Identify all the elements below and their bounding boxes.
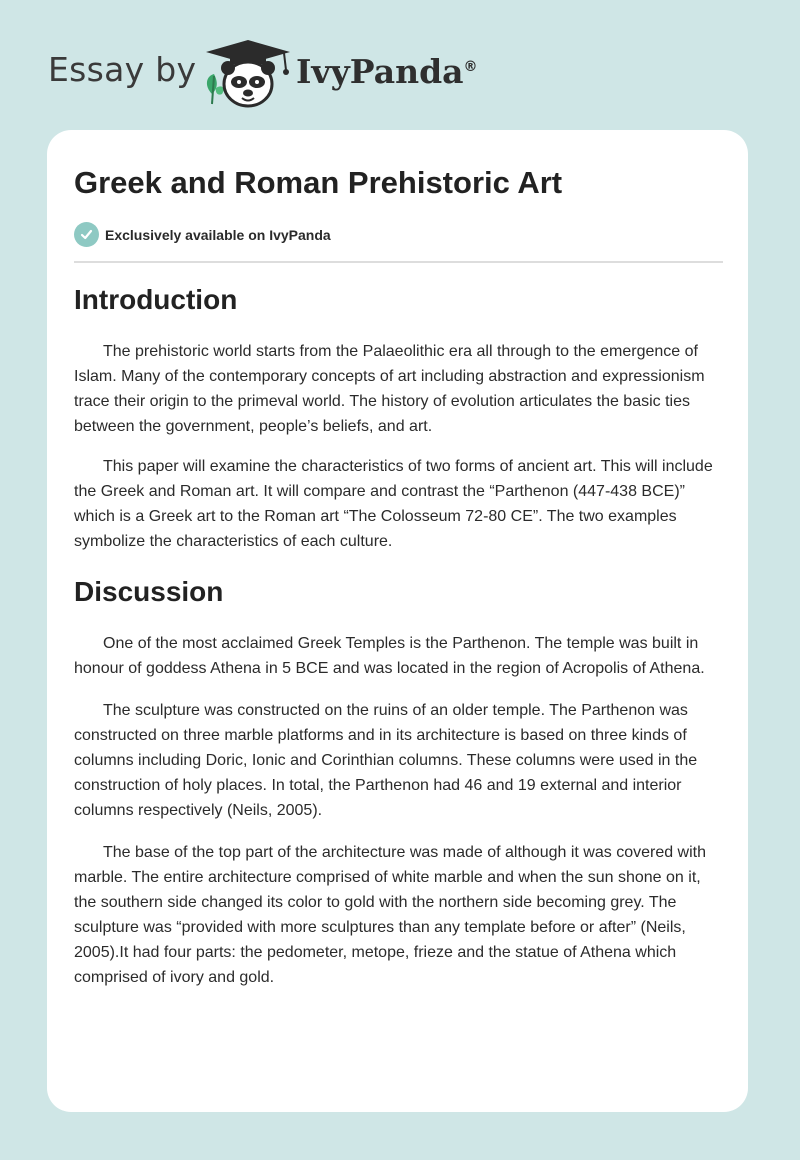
paragraph: The prehistoric world starts from the Palaeolithic era all through to the emergence of Islam. Many of the contemporary concepts of art including abstraction and expressionism trace their origin to the primeval world. The history of evolution articulates the basic ties between the government, people’s beliefs, and art. bbox=[74, 343, 705, 435]
site-header bbox=[0, 0, 800, 130]
badge-label: Exclusively available on IvyPanda bbox=[105, 226, 331, 243]
section-heading: Discussion bbox=[74, 576, 224, 607]
section-discussion bbox=[74, 574, 726, 990]
page-title: Greek and Roman Prehistoric Art bbox=[74, 165, 563, 200]
section-heading: Introduction bbox=[74, 284, 238, 315]
section-introduction bbox=[74, 282, 726, 554]
essay-card bbox=[47, 130, 748, 1112]
panda-logo-icon[interactable] bbox=[202, 38, 294, 110]
exclusive-badge bbox=[74, 222, 331, 247]
brand-text: IvyPanda bbox=[296, 52, 464, 91]
brand-name[interactable] bbox=[296, 52, 478, 91]
essay-by-label: Essay by bbox=[48, 50, 197, 89]
paragraph: The base of the top part of the architecture was made of although it was covered with marble. The entire architecture comprised of white marble and when the sun shone on it, the southern side changed its color to gold with the northern side becoming grey. The sculpture was “provided with more sculptures than any template before or after” (Neils, 2005).It had four parts: the pedometer, metope, frieze and the statue of Athena which comprised of ivory and gold. bbox=[74, 844, 707, 986]
divider bbox=[74, 261, 723, 263]
paragraph: One of the most acclaimed Greek Temples is the Parthenon. The temple was built in honour of goddess Athena in 5 BCE and was located in the region of Acropolis of Athena. bbox=[74, 635, 705, 677]
check-icon bbox=[74, 222, 99, 247]
paragraph: This paper will examine the characteristics of two forms of ancient art. This will include the Greek and Roman art. It will compare and contrast the “Parthenon (447-438 BCE)” which is a Greek art to the Roman art “The Colosseum 72-80 CE”. The two examples symbolize the characteristics of each culture. bbox=[74, 458, 713, 550]
paragraph: The sculpture was constructed on the ruins of an older temple. The Parthenon was constructed on three marble platforms and in its architecture is based on three kinds of columns including Doric, Ionic and Corinthian columns. These columns were used in the construction of holy places. In total, the Parthenon had 46 and 19 external and interior columns respectively (Neils, 2005). bbox=[74, 702, 698, 819]
article-body bbox=[74, 282, 726, 990]
registered-mark: ® bbox=[463, 59, 478, 75]
